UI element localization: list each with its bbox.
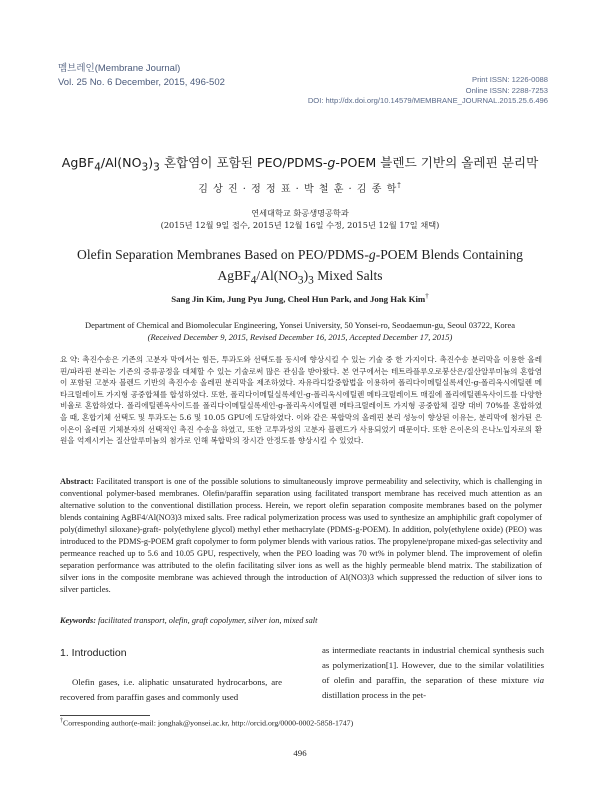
korean-affiliation: 연세대학교 화공생명공학과 [251, 208, 349, 218]
page-number: 496 [293, 748, 307, 758]
doi[interactable]: DOI: http://dx.doi.org/10.14579/MEMBRANE_JOURNAL.2015.25.6.496 [307, 96, 548, 105]
footnote-mark: † [60, 718, 63, 724]
issn-block [308, 75, 548, 107]
footnote-divider [60, 715, 150, 716]
english-dates: (Received December 9, 2015, Revised December 16, 2015, Accepted December 17, 2015) [147, 332, 453, 342]
section-heading-introduction: 1. Introduction [60, 647, 127, 659]
english-title: Olefin Separation Membranes Based on PEO/PDMS-g-POEM Blends Containing $AgBF_4/Al(NO_3)_3$ Mixed Salts [77, 247, 523, 287]
intro-left-column: Olefin gases, i.e. aliphatic unsaturated hydrocarbons, are recovered from paraffin gases and commonly used [60, 677, 282, 702]
journal-header [58, 62, 225, 90]
korean-authors: 김 상 진 · 정 정 표 · 박 철 훈 · 김 종 학† [198, 181, 402, 195]
online-issn: Online ISSN: 2288-7253 [465, 85, 548, 95]
keywords-label: Keywords: [60, 616, 96, 625]
journal-name: 멤브레인(Membrane Journal) [58, 63, 181, 74]
english-authors: Sang Jin Kim, Jung Pyu Jung, Cheol Hun Park, and Jong Hak Kim† [171, 292, 429, 304]
footnote-text: Corresponding author(e-mail: jonghak@yonsei.ac.kr, http://orcid.org/0000-0002-5858-1747) [63, 718, 354, 728]
english-affiliation: Department of Chemical and Biomolecular Engineering, Yonsei University, 50 Yonsei-ro, Seodaemun-gu, Seoul 03722, Korea [84, 320, 516, 330]
korean-title: $AgBF_4/Al(NO_3)_3$ 혼합염이 포함된 PEO/PDMS-g-POEM 블렌드 기반의 올레핀 분리막 [61, 155, 539, 174]
abstract-label: Abstract: [60, 477, 94, 486]
footnote [60, 718, 542, 728]
keywords-text: facilitated transport, olefin, graft copolymer, silver ion, mixed salt [95, 616, 318, 625]
journal-citation: Vol. 25 No. 6 December, 2015, 496-502 [58, 77, 225, 88]
keywords [60, 616, 542, 625]
print-issn: Print ISSN: 1226-0088 [472, 75, 548, 84]
korean-abstract: 요 약: 촉진수송은 기존의 고분자 막에서는 힘든, 투과도와 선택도를 동시에 향상시킬 수 있는 기술 중 한 가지이다. 촉진수송 분리막을 이용한 올레핀/파라핀 분리는 기존의 증류공정을 대체할 수 있는 기술로써 많은 관심을 받아왔다. 본 연구에서는 테트라플루오로붕산은/질산알루미늄의 혼합염이 포함된 고분자 블렌드 기반의 촉진수송 올레핀 분리막을 제조하였다. 자유라디칼중합법을 이용하여 폴리다이메틸실록세인-g-폴리옥시에틸렌 메타크릴레이트 가지형 공중합체를 합성하였다. 또한, 폴리다이메틸실록세인-g-폴리옥시에틸렌 메타크릴레이트 매질에 폴리에틸렌옥사이드를 다양한 비율로 혼합하였다. 폴리에틸렌옥사이드를 폴리다이메틸실록세인-g-폴리옥시에틸렌 메타크릴레이트 가지형 공중합체 질량 대비 70%를 혼합하였을 때, 혼합기체 선택도 및 투과도는 5.6 및 10.05 GPU에 도달하였다. 이와 같은 복합막의 올레핀 분리 성능이 향상된 이유는, 분리막에 첨가된 은이온이 올레핀 기체분자의 선택적인 촉진 수송을 하였고, 또한 고투과성의 고분자 블렌드가 사용되었기 때문이다. 또한 은이온의 은나노입자로의 환원을 억제시키는 질산알루미늄의 첨가로 인해 복합막의 장시간 안정도를 향상시킬 수 있었다. [60, 355, 542, 446]
english-abstract [60, 476, 542, 596]
intro-right-column: as intermediate reactants in industrial chemical synthesis such as polymerization[1]. However, due to the similar volatilities of olefin and paraffin, the separation of these mixture via distillation process in the pet- [322, 645, 544, 700]
korean-dates: (2015년 12월 9일 접수, 2015년 12월 16일 수정, 2015년 12월 17일 채택) [160, 220, 440, 230]
abstract-text: Facilitated transport is one of the possible solutions to simultaneously improve permeability and selectivity, which is challenging in conventional polymer-based membranes. Olefin/paraffin separation using facilitated transport membrane has received much attention as an alternative solution to the conventional distillation process. Herein, we report olefin separation composite membranes based on the polymer blends containing AgBF4/Al(NO3)3 mixed salts. Free radical polymerization process was used to synthesize an amphiphilic graft copolymer of poly(dimethyl siloxane)-graft- poly(ethylene glycol) methyl ether methacrylate (PDMS-g-POEM). In addition, poly(ethylene oxide) (PEO) was introduced to the PDMS-g-POEM graft copolymer to form polymer blends with various ratios. The propylene/propane mixed-gas selectivity and permeance reached up to 5.6 and 10.05 GPU, respectively, when the PEO loading was 70 wt% in polymer blend. The improvement of olefin separation performance was attributed to the olefin facilitating silver ions as well as the highly permeable blend matrix. The stabilization of silver ions in the composite membrane was achieved through the introduction of Al(NO3)3 which suppressed the reduction of silver ions to silver particles. [60, 477, 542, 595]
